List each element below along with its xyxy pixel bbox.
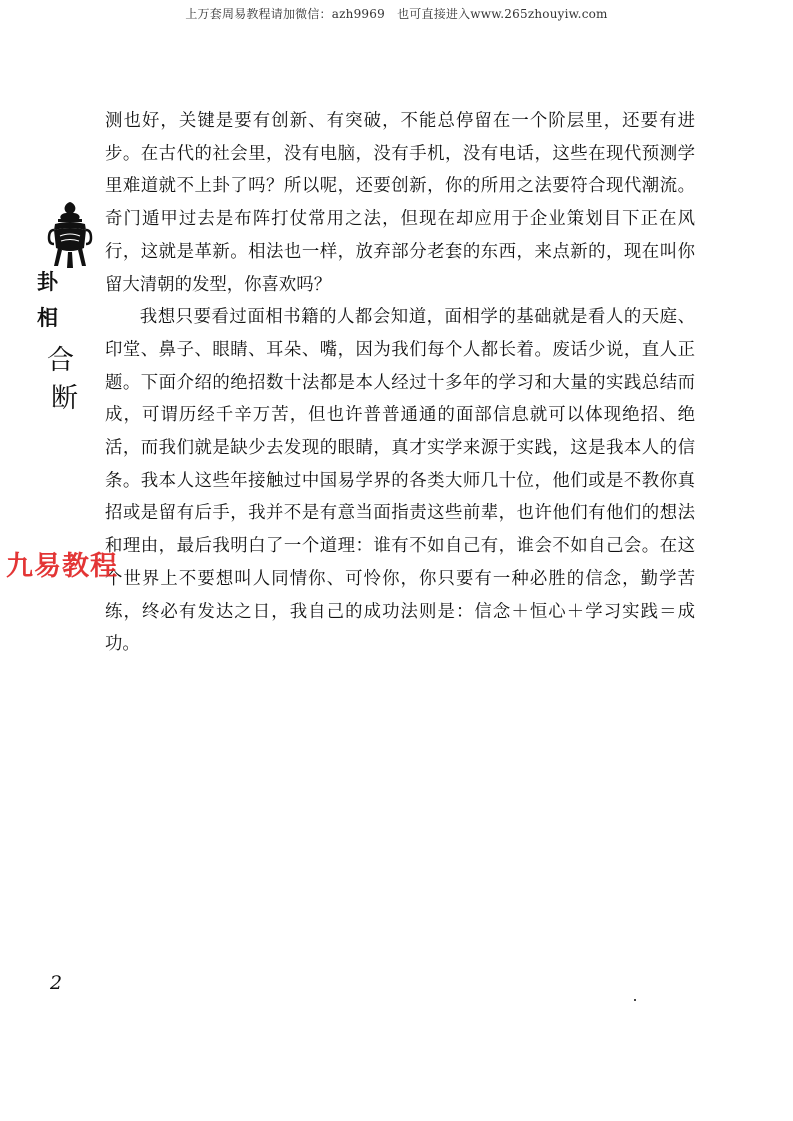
- page-number: 2: [50, 972, 63, 994]
- side-title-char: 卦: [37, 270, 58, 294]
- side-title-char: 合: [47, 345, 74, 376]
- paragraph: 测也好，关键是要有创新、有突破，不能总停留在一个阶层里，还要有进步。在古代的社会里，没有电脑，没有手机，没有电话，这些在现代预测学里难道就不上卦了吗？所以呢，还要创新，你的所用之法要符合现代潮流。奇门遁甲过去是布阵打仗常用之法，但现在却应用于企业策划目下正在风行，这就是革新。相法也一样，放弃部分老套的东西，来点新的，现在叫你留大清朝的发型，你喜欢吗？: [105, 111, 695, 295]
- incense-burner-icon: [46, 200, 94, 272]
- watermark-logo: 九易教程: [6, 551, 118, 582]
- side-title-char: 相: [37, 306, 58, 330]
- page-header: 上万套周易教程请加微信：azh9969 也可直接进入www.265zhouyiw.com: [185, 7, 608, 21]
- body-text: [105, 105, 695, 661]
- scan-artifact: [634, 999, 636, 1001]
- side-title-char: 断: [51, 383, 78, 414]
- paragraph: 我想只要看过面相书籍的人都会知道，面相学的基础就是看人的天庭、印堂、鼻子、眼睛、耳朵、嘴，因为我们每个人都长着。废话少说，直人正题。下面介绍的绝招数十法都是本人经过十多年的学习和大量的实践总结而成，可谓历经千辛万苦，但也许普普通通的面部信息就可以体现绝招、绝活，而我们就是缺少去发现的眼睛，真才实学来源于实践，这是我本人的信条。我本人这些年接触过中国易学界的各类大师几十位，他们或是不教你真招或是留有后手，我并不是有意当面指责这些前辈，也许他们有他们的想法和理由，最后我明白了一个道理：谁有不如自己有，谁会不如自己会。在这个世界上不要想叫人同情你、可怜你，你只要有一种必胜的信念，勤学苦练，终必有发达之日，我自己的成功法则是：信念＋恒心＋学习实践＝成功。: [105, 307, 695, 655]
